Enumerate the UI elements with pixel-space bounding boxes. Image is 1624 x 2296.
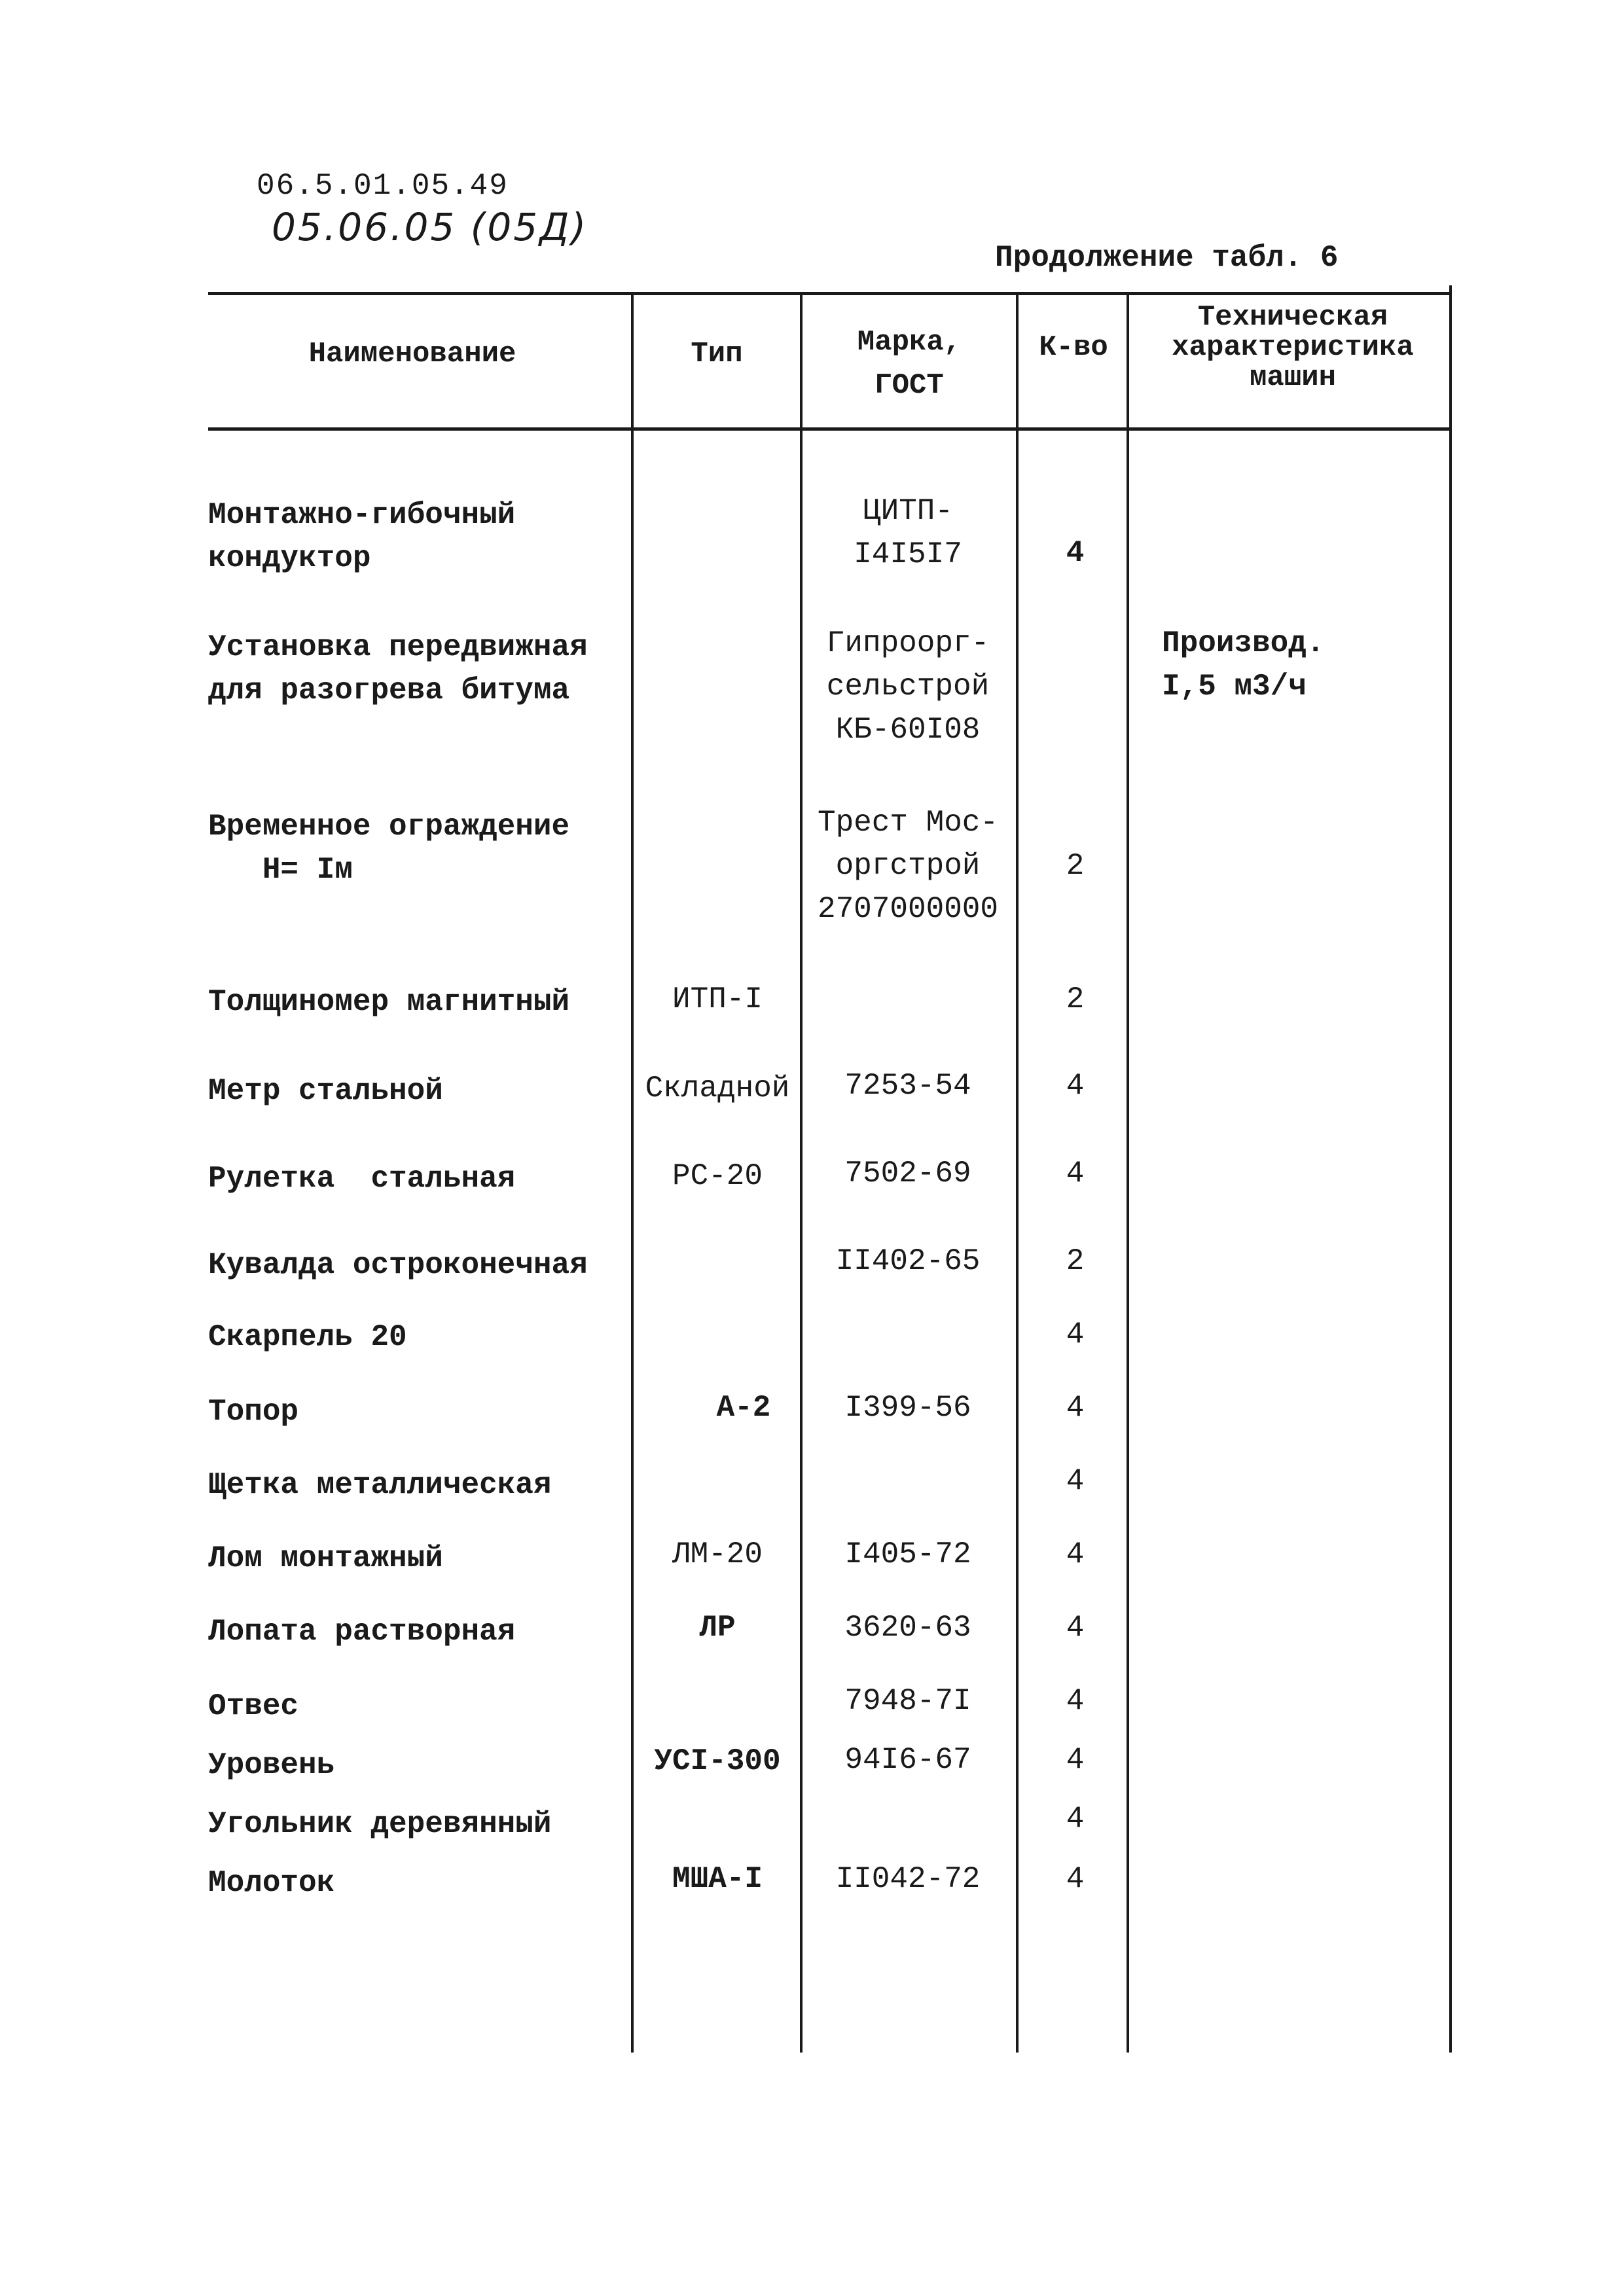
table-top-rule [208, 292, 1452, 295]
table-row-name: Топор [208, 1395, 299, 1429]
table-row-name: Установка передвижная для разогрева битума [208, 630, 588, 708]
table-row-type: ИТП-I [672, 982, 763, 1016]
table-row-qty: 4 [1066, 1537, 1085, 1571]
table-row-qty: 4 [1066, 1157, 1085, 1191]
table-row-qty: 4 [1066, 1862, 1085, 1896]
table-row-qty: 4 [1066, 1318, 1085, 1352]
table-row-mark: II042-72 [835, 1862, 981, 1896]
table-row-qty: 2 [1066, 849, 1085, 883]
document-code: 06.5.01.05.49 [257, 169, 509, 203]
table-row-qty: 4 [1066, 1611, 1085, 1645]
table-row-qty: 4 [1066, 1802, 1085, 1836]
column-header-tech: Техническая характеристика машин [1172, 301, 1414, 394]
table-row-qty: 2 [1066, 1244, 1085, 1278]
table-row-mark: 3620-63 [844, 1611, 971, 1645]
table-row-type: А-2 [716, 1391, 771, 1425]
table-row-name: Молоток [208, 1866, 335, 1900]
table-continuation-label: Продолжение табл. 6 [995, 241, 1339, 275]
table-row-name: Лом монтажный [208, 1541, 443, 1575]
table-row-name: Отвес [208, 1689, 299, 1723]
table-row-name: Метр стальной [208, 1074, 443, 1108]
table-row-mark: 7502-69 [844, 1157, 971, 1191]
table-row-name: Монтажно-гибочный кондуктор [208, 498, 516, 575]
table-row-mark: Гипроорг- сельстрой КБ-60I08 [826, 626, 990, 747]
table-row-qty: 4 [1066, 1464, 1085, 1498]
table-row-mark: ЦИТП- I4I5I7 [854, 494, 962, 571]
table-row-type: РС-20 [672, 1159, 763, 1193]
table-row-name: Кувалда остроконечная [208, 1248, 588, 1282]
table-row-name: Угольник деревянный [208, 1807, 552, 1841]
table-row-name: Временное ограждение Н= Iм [208, 810, 570, 887]
table-header-rule [208, 427, 1452, 431]
column-header-type: Тип [691, 338, 743, 370]
table-right-border [1449, 285, 1452, 2053]
table-row-qty: 4 [1066, 1069, 1085, 1103]
table-row-qty: 4 [1066, 1684, 1085, 1718]
table-row-qty: 4 [1066, 1391, 1085, 1425]
table-row-name: Щетка металлическая [208, 1468, 552, 1502]
handwritten-code: 05.06.05 (05Д) [272, 205, 588, 249]
table-row-type: Складной [645, 1071, 790, 1105]
table-row-mark: Трест Мос- оргстрой 2707000000 [817, 806, 999, 926]
column-header-mark: Марка, ГОСТ [857, 326, 962, 402]
table-row-name: Скарпель 20 [208, 1320, 407, 1354]
table-row-qty: 2 [1066, 982, 1085, 1016]
column-header-qty: К-во [1039, 331, 1108, 364]
table-row-type: ЛР [699, 1611, 736, 1645]
table-row-mark: I399-56 [844, 1391, 971, 1425]
table-row-name: Толщиномер магнитный [208, 985, 570, 1019]
table-row-mark: I405-72 [844, 1537, 971, 1571]
table-row-type: МША-I [672, 1862, 763, 1896]
table-row-mark: 94I6-67 [844, 1743, 971, 1777]
table-row-mark: II402-65 [835, 1244, 981, 1278]
table-row-qty: 4 [1066, 1743, 1085, 1777]
table-row-name: Лопата растворная [208, 1615, 516, 1649]
column-divider-3 [1016, 292, 1019, 2053]
table-row-type: ЛМ-20 [672, 1537, 763, 1571]
table-row-mark: 7948-7I [844, 1684, 971, 1718]
table-row-type: УСI-300 [654, 1744, 781, 1778]
table-row-name: Уровень [208, 1748, 335, 1782]
table-row-name: Рулетка стальная [208, 1162, 516, 1196]
column-header-name: Наименование [308, 338, 516, 370]
table-row-tech: Производ. I,5 м3/ч [1162, 626, 1325, 704]
table-row-mark: 7253-54 [844, 1069, 971, 1103]
table-row-qty: 4 [1066, 536, 1085, 570]
